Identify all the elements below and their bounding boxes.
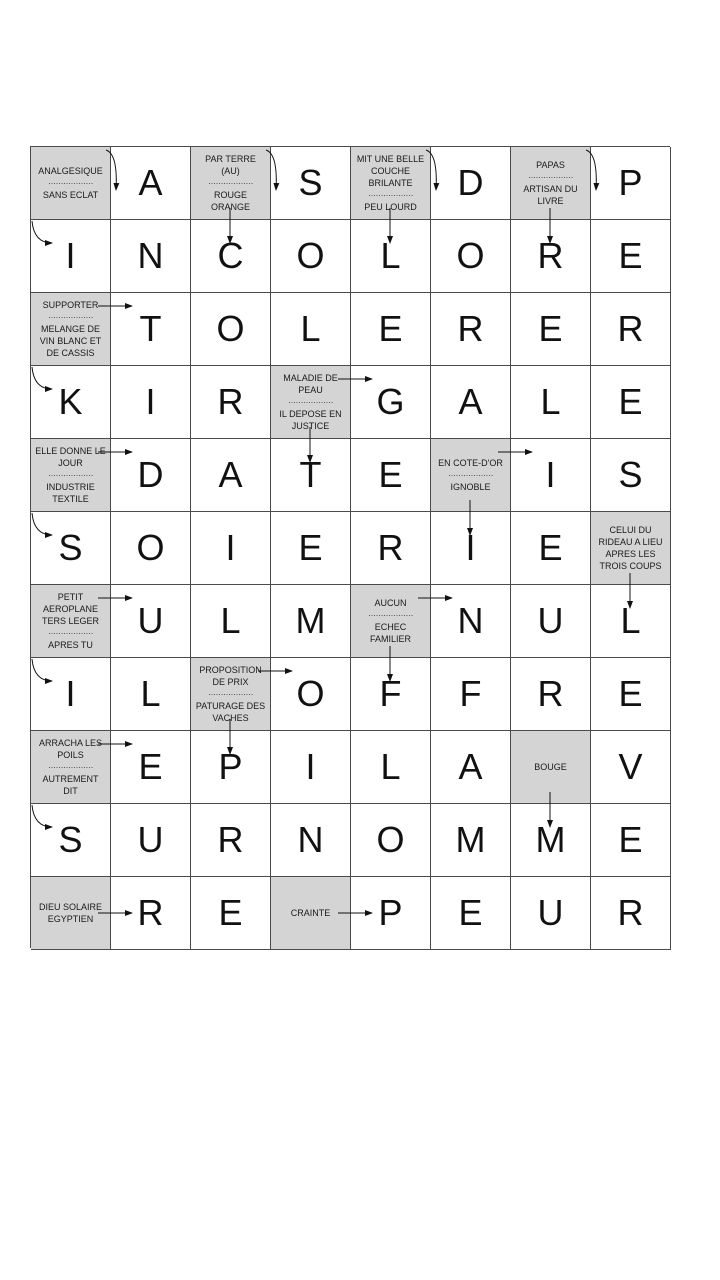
letter: E [618,381,643,422]
clue-text: ROUGE ORANGE [210,190,250,212]
clue-text: EN COTE-D'OR [438,458,503,468]
clue-text: ELLE DONNE LE JOUR [35,446,106,468]
clue-text: ANALGESIQUE [38,166,103,176]
clue-separator: ……………… [208,177,253,186]
letter: I [225,527,236,568]
letter: E [538,308,563,349]
letter-cell[interactable] [191,804,271,877]
clue-separator: ……………… [48,627,93,636]
letter: A [218,454,243,495]
clue-text: MIT UNE BELLE COUCHE BRILANTE [356,154,425,188]
letter: G [376,381,405,422]
clue-cell [31,877,111,950]
clue-cell [431,439,511,512]
clue-text: DIEU SOLAIRE EGYPTIEN [38,902,103,924]
letter-cell[interactable] [431,366,511,439]
letter: A [458,746,483,787]
letter: M [455,819,486,860]
letter: O [376,819,405,860]
letter-cell[interactable] [431,804,511,877]
letter: P [618,162,643,203]
letter-cell[interactable] [111,220,191,293]
letter: O [296,235,325,276]
letter: U [537,600,564,641]
letter: N [457,600,484,641]
letter-cell[interactable] [191,293,271,366]
letter: I [145,381,156,422]
letter-cell[interactable] [511,439,591,512]
letter-cell[interactable] [111,147,191,220]
crossword-grid [30,146,670,948]
letter-cell[interactable] [591,147,671,220]
letter-cell[interactable] [191,512,271,585]
letter-cell[interactable] [271,512,351,585]
letter-cell[interactable] [111,804,191,877]
letter: I [305,746,316,787]
clue-text: PAR TERRE (AU) [205,154,256,176]
letter: E [138,746,163,787]
letter: L [620,600,641,641]
letter: I [465,527,476,568]
letter-cell[interactable] [431,585,511,658]
letter: L [140,673,161,714]
clue-text: SANS ECLAT [42,190,99,200]
letter: R [217,819,244,860]
letter: R [617,308,644,349]
clue-text: PAPAS [536,160,565,170]
clue-separator: ……………… [288,396,333,405]
letter-cell[interactable] [351,366,431,439]
clue-text: CELUI DU RIDEAU A LIEU APRES LES TROIS COUPS [598,525,663,571]
letter: P [218,746,243,787]
clue-cell [351,147,431,220]
letter-cell[interactable] [111,439,191,512]
clue-cell [351,585,431,658]
letter: R [537,235,564,276]
letter-cell[interactable] [431,293,511,366]
clue-text: PROPOSITION DE PRIX [199,665,262,687]
letter: P [378,892,403,933]
letter: C [217,235,244,276]
letter-cell[interactable] [271,220,351,293]
letter: I [65,673,76,714]
letter: E [298,527,323,568]
letter: L [220,600,241,641]
letter: I [65,235,76,276]
clue-text: APRES TU [48,640,93,650]
letter: R [457,308,484,349]
letter-cell[interactable] [511,220,591,293]
letter: A [458,381,483,422]
letter-cell[interactable] [111,366,191,439]
letter: O [216,308,245,349]
letter: L [380,746,401,787]
clue-separator: ……………… [48,761,93,770]
clue-text: PEU LOURD [364,202,417,212]
letter: U [537,892,564,933]
letter-cell[interactable] [591,731,671,804]
letter-cell[interactable] [591,658,671,731]
clue-separator: ……………… [368,609,413,618]
clue-text: AUTREMENT DIT [42,774,99,796]
letter-cell[interactable] [111,293,191,366]
letter-cell[interactable] [111,731,191,804]
letter-cell[interactable] [31,658,111,731]
letter: L [540,381,561,422]
letter-cell[interactable] [431,658,511,731]
letter-cell[interactable] [511,366,591,439]
clue-text: ARRACHA LES POILS [38,738,103,760]
letter: R [537,673,564,714]
clue-separator: ……………… [48,177,93,186]
letter: E [378,454,403,495]
letter-cell[interactable] [511,512,591,585]
clue-separator: ……………… [208,688,253,697]
letter-cell[interactable] [431,731,511,804]
letter: E [618,673,643,714]
letter: R [137,892,164,933]
letter-cell[interactable] [191,220,271,293]
letter-cell[interactable] [111,877,191,950]
letter: S [58,819,83,860]
letter-cell[interactable] [271,658,351,731]
letter: D [137,454,164,495]
letter: N [297,819,324,860]
letter-cell[interactable] [271,731,351,804]
letter: R [217,381,244,422]
letter-cell[interactable] [191,366,271,439]
letter-cell[interactable] [271,439,351,512]
letter-cell[interactable] [31,804,111,877]
clue-text: CRAINTE [290,908,331,918]
letter: V [618,746,643,787]
letter: I [545,454,556,495]
letter-cell[interactable] [271,293,351,366]
letter-cell[interactable] [591,366,671,439]
letter-cell[interactable] [431,220,511,293]
letter-cell[interactable] [351,658,431,731]
letter-cell[interactable] [271,585,351,658]
letter-cell[interactable] [591,439,671,512]
letter-cell[interactable] [431,147,511,220]
letter: T [139,308,162,349]
clue-separator: ……………… [48,311,93,320]
clue-cell [31,731,111,804]
letter: M [295,600,326,641]
letter-cell[interactable] [591,804,671,877]
clue-cell [511,147,591,220]
clue-cell [31,293,111,366]
letter: U [137,819,164,860]
letter-cell[interactable] [191,731,271,804]
letter-cell[interactable] [351,804,431,877]
letter: E [218,892,243,933]
letter: E [538,527,563,568]
clue-cell [31,147,111,220]
letter-cell[interactable] [31,512,111,585]
letter-cell[interactable] [191,877,271,950]
letter-cell[interactable] [111,585,191,658]
letter: T [299,454,322,495]
letter-cell[interactable] [591,293,671,366]
clue-text: MALADIE DE PEAU [283,373,338,395]
letter-cell[interactable] [31,366,111,439]
letter-cell[interactable] [511,804,591,877]
clue-text: IL DEPOSE EN JUSTICE [279,409,342,431]
clue-cell [271,366,351,439]
letter-cell[interactable] [191,585,271,658]
clue-cell [511,731,591,804]
clue-cell [31,439,111,512]
letter: L [380,235,401,276]
letter-cell[interactable] [511,658,591,731]
clue-text: SUPPORTER [42,300,99,310]
letter: F [459,673,482,714]
letter: O [136,527,165,568]
clue-text: IGNOBLE [450,482,491,492]
letter-cell[interactable] [591,585,671,658]
letter-cell[interactable] [431,512,511,585]
letter: N [137,235,164,276]
clue-text: MELANGE DE VIN BLANC ET DE CASSIS [39,324,102,358]
letter-cell[interactable] [271,804,351,877]
letter-cell[interactable] [351,512,431,585]
clue-separator: ……………… [48,469,93,478]
clue-cell [31,585,111,658]
letter: M [535,819,566,860]
letter: E [378,308,403,349]
letter-cell[interactable] [511,585,591,658]
clue-cell [271,877,351,950]
clue-separator: ……………… [448,469,493,478]
clue-text: INDUSTRIE TEXTILE [46,482,95,504]
letter: L [300,308,321,349]
letter: E [618,235,643,276]
clue-cell [191,147,271,220]
letter: S [298,162,323,203]
letter-cell[interactable] [591,877,671,950]
letter: U [137,600,164,641]
letter: D [457,162,484,203]
letter: R [617,892,644,933]
letter-cell[interactable] [31,220,111,293]
clue-text: BOUGE [534,762,567,772]
letter-cell[interactable] [351,220,431,293]
clue-separator: ……………… [368,189,413,198]
letter: K [58,381,83,422]
letter: F [379,673,402,714]
letter: O [456,235,485,276]
letter-cell[interactable] [591,220,671,293]
letter-cell[interactable] [191,439,271,512]
letter-cell[interactable] [111,512,191,585]
letter-cell[interactable] [351,877,431,950]
clue-cell [191,658,271,731]
letter: E [458,892,483,933]
letter-cell[interactable] [511,293,591,366]
letter: S [58,527,83,568]
letter: O [296,673,325,714]
clue-text: ECHEC FAMILIER [369,622,411,644]
letter: A [138,162,163,203]
clue-text: PATURAGE DES VACHES [195,701,266,723]
letter-cell[interactable] [111,658,191,731]
letter-cell[interactable] [431,877,511,950]
letter-cell[interactable] [351,293,431,366]
letter: R [377,527,404,568]
letter-cell[interactable] [351,731,431,804]
letter: S [618,454,643,495]
clue-text: PETIT AEROPLANE TERS LEGER [41,592,99,626]
letter: E [618,819,643,860]
letter-cell[interactable] [271,147,351,220]
clue-text: ARTISAN DU LIVRE [523,184,578,206]
clue-separator: ……………… [528,171,573,180]
clue-text: AUCUN [374,598,407,608]
clue-cell [591,512,671,585]
letter-cell[interactable] [511,877,591,950]
letter-cell[interactable] [351,439,431,512]
